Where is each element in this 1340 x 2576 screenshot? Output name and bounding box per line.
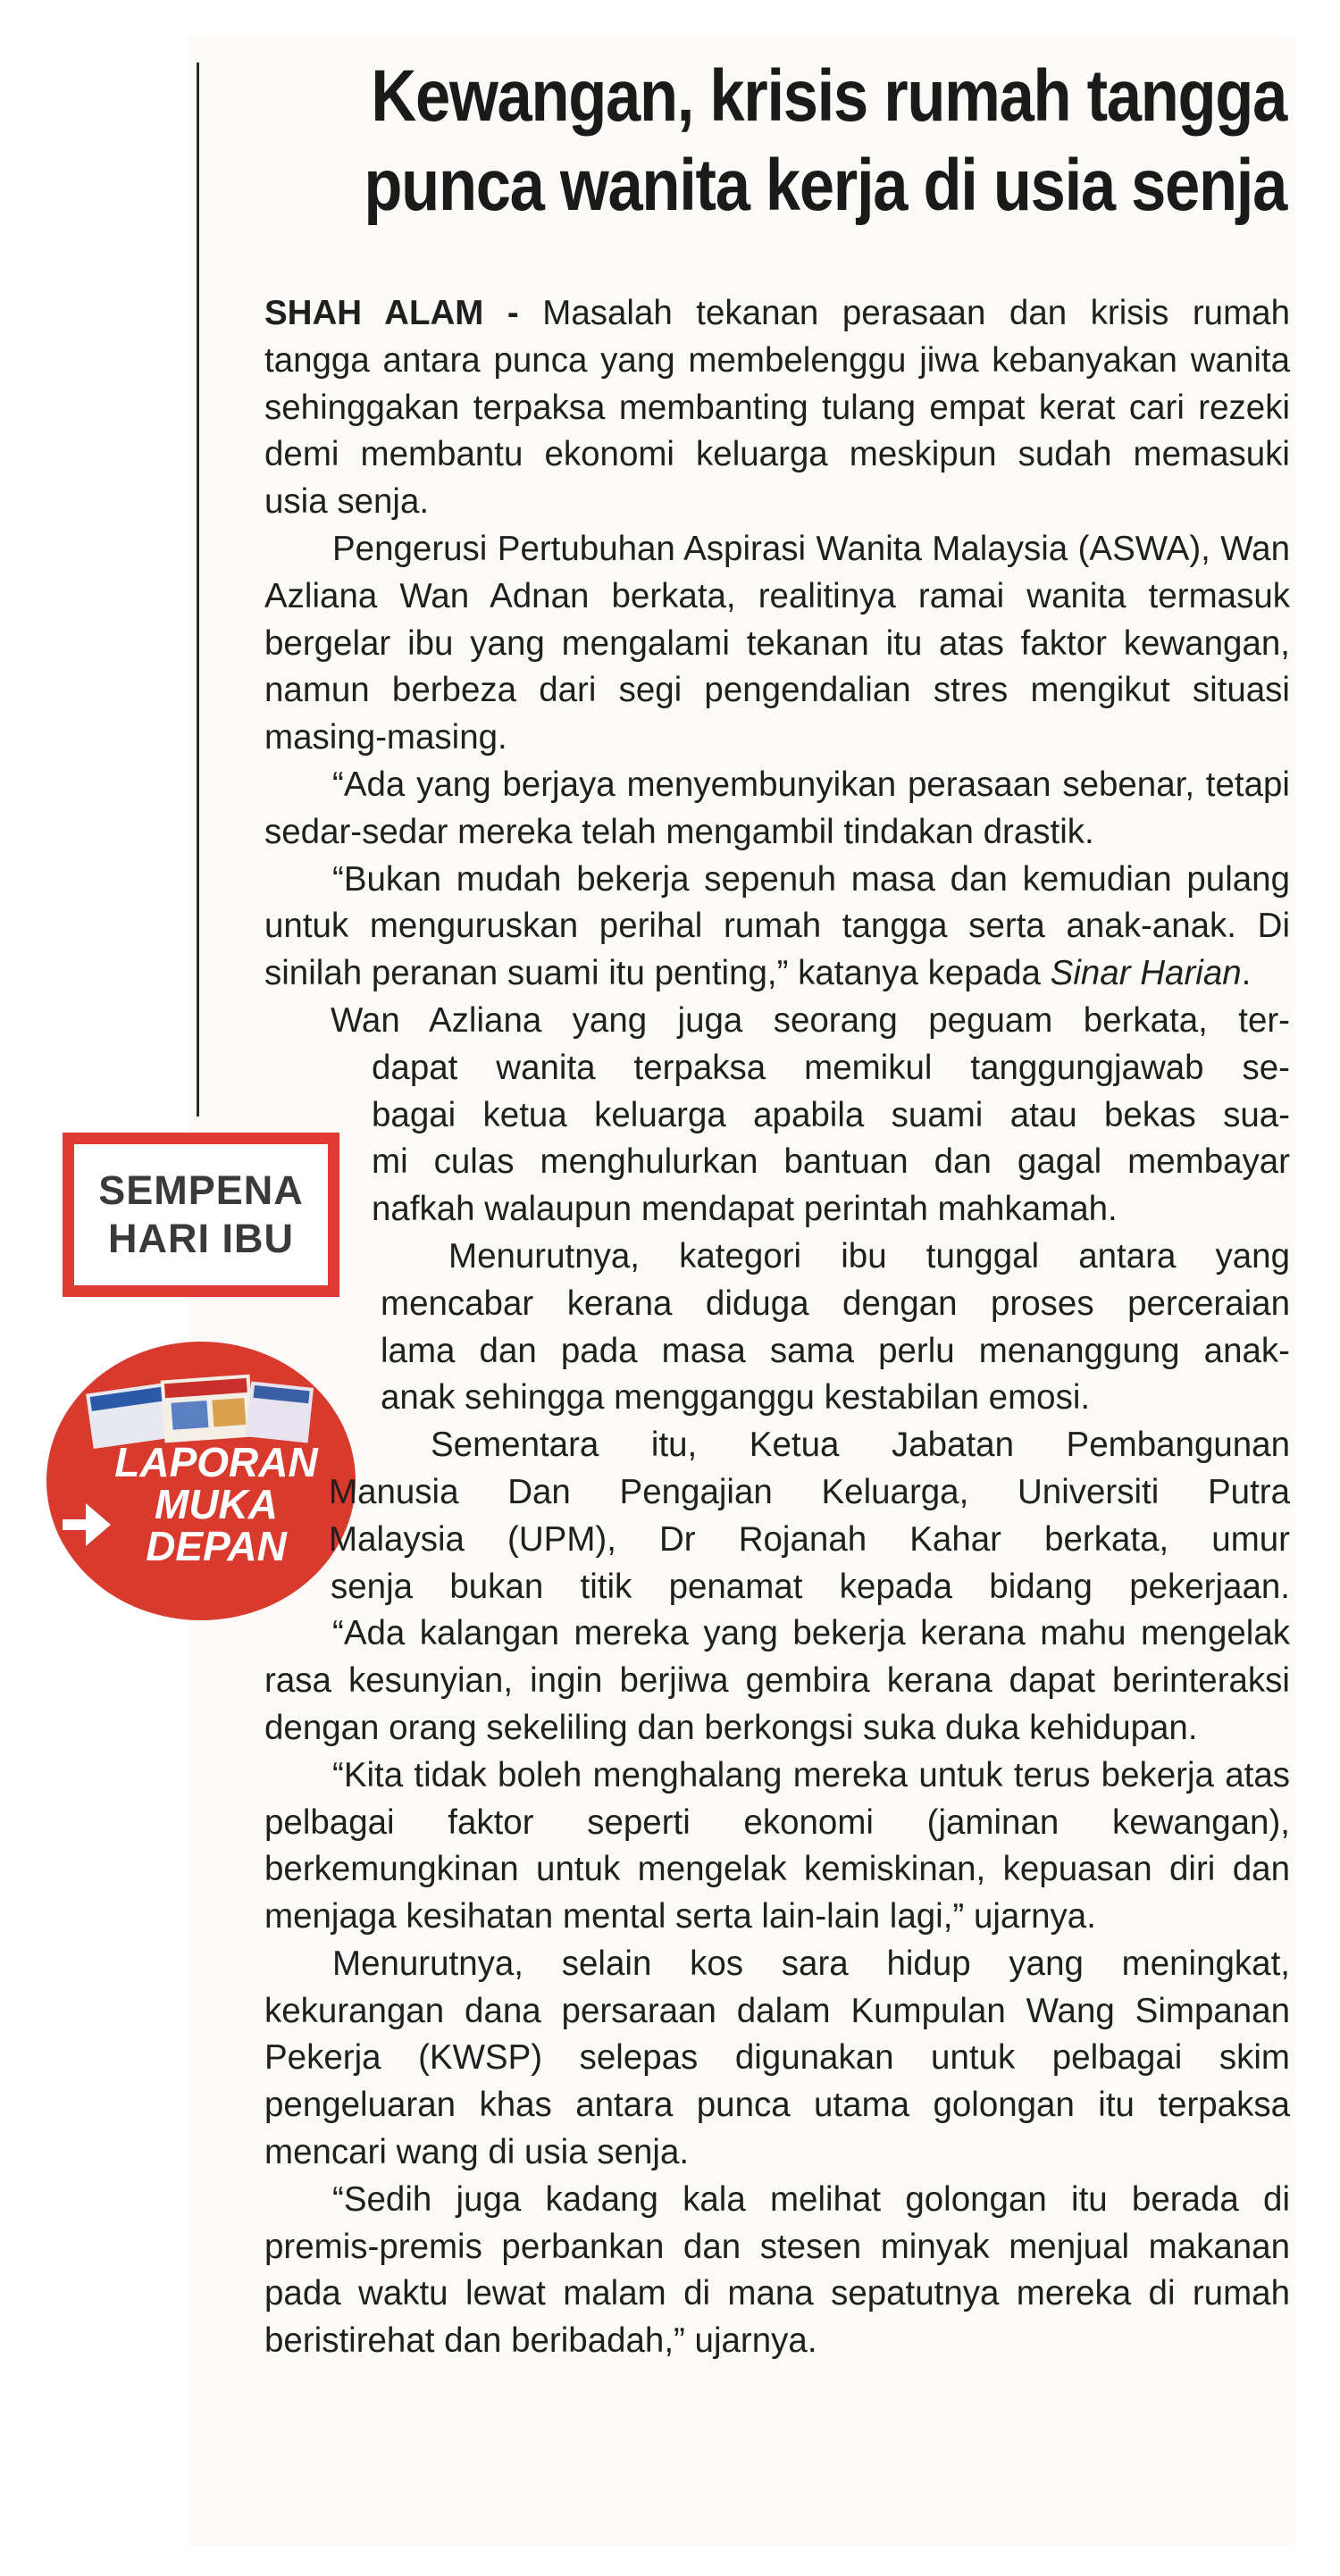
paragraph-7	[264, 1422, 1290, 1610]
paragraph-5-line: nafkah walaupun mendapat perintah mahkamah.	[372, 1190, 1118, 1229]
paragraph-5-line: dapat wanita terpaksa memikul tanggungjawab se-	[372, 1048, 1290, 1087]
paragraph-6-line: mencabar kerana diduga dengan proses perceraian	[381, 1284, 1290, 1323]
paragraph-11: “Sedih juga kadang kala melihat golongan itu berada di premis-premis perbankan dan stesen minyak menjual makanan pada waktu lewat malam di mana sepatutnya mereka di rumah beristirehat dan beribadah,” ujarnya.	[264, 2179, 1290, 2361]
paragraph-4	[264, 857, 1290, 998]
paragraph-7-line: senja bukan titik penamat kepada bidang pekerjaan.	[331, 1567, 1290, 1606]
paragraph-4-end: .	[1241, 954, 1252, 993]
paragraph-7-line: Manusia Dan Pengajian Keluarga, Universiti Putra	[329, 1472, 1290, 1511]
paragraph-7-line: Malaysia (UPM), Dr Rojanah Kahar berkata, umur	[329, 1519, 1290, 1559]
paragraph-1	[264, 290, 1290, 526]
paragraph-10: Menurutnya, selain kos sara hidup yang meningkat, kekurangan dana persaraan dalam Kumpulan Wang Simpanan Pekerja (KWSP) selepas digunakan untuk pelbagai skim pengeluaran khas antara punca utama golongan itu terpaksa mencari wang di usia senja.	[264, 1944, 1290, 2172]
paragraph-3: “Ada yang berjaya menyembunyikan perasaan sebenar, tetapi sedar-sedar mereka telah mengambil tindakan drastik.	[264, 765, 1290, 851]
paragraph-6-line: anak sehingga mengganggu kestabilan emosi.	[381, 1378, 1091, 1418]
paragraph-1-text: Masalah tekanan perasaan dan krisis rumah tangga antara punca yang membelenggu jiwa kebanyakan wanita sehinggakan terpaksa membanting tulang empat kerat cari rezeki demi membantu ekonomi keluarga meskipun sudah memasuki usia senja.	[264, 294, 1290, 522]
hari-ibu-line-2: HARI IBU	[107, 1216, 294, 1261]
laporan-line-3: DEPAN	[146, 1523, 287, 1569]
paragraph-5	[264, 998, 1290, 1234]
paragraph-4-text: “Bukan mudah bekerja sepenuh masa dan kemudian pulang untuk menguruskan perihal rumah tangga serta anak-anak. Di sinilah peranan suami itu penting,” katanya kepada	[264, 859, 1290, 993]
paragraph-8: “Ada kalangan mereka yang bekerja kerana mahu mengelak rasa kesunyian, ingin berjiwa gembira kerana dapat berinteraksi dengan orang sekeliling dan berkongsi suka duka kehidupan.	[264, 1614, 1290, 1747]
article-body	[264, 290, 1290, 2365]
laporan-line-2: MUKA	[155, 1481, 278, 1527]
paragraph-2: Pengerusi Pertubuhan Aspirasi Wanita Malaysia (ASWA), Wan Azliana Wan Adnan berkata, realitinya ramai wanita termasuk bergelar ibu yang mengalami tekanan itu atas faktor kewangan, namun berbeza dari segi pengendalian stres mengikut situasi masing-masing.	[264, 529, 1290, 757]
arrow-right-icon	[55, 1489, 118, 1551]
paragraph-5-line: Wan Azliana yang juga seorang peguam berkata, ter-	[331, 1000, 1290, 1040]
publication-name: Sinar Harian	[1050, 954, 1242, 993]
paragraph-6	[264, 1234, 1290, 1422]
headline-line-1: Kewangan, krisis rumah tangga	[371, 55, 1287, 137]
laporan-line-1: LAPORAN	[114, 1439, 318, 1485]
paragraph-5-line: bagai ketua keluarga apabila suami atau bekas sua-	[372, 1095, 1290, 1134]
paragraph-6-line: lama dan pada masa sama perlu menanggung anak-	[381, 1331, 1290, 1370]
hari-ibu-line-1: SEMPENA	[98, 1167, 304, 1213]
paragraph-9: “Kita tidak boleh menghalang mereka untuk terus bekerja atas pelbagai faktor seperti ekonomi (jaminan kewangan), berkemungkinan untuk mengelak kemiskinan, kepuasan diri dan menjaga kesihatan mental serta lain-lain lagi,” ujarnya.	[264, 1755, 1290, 1936]
headline	[356, 52, 1286, 230]
dateline: SHAH ALAM -	[264, 294, 519, 332]
paragraph-5-line: mi culas menghulurkan bantuan dan gagal membayar	[372, 1142, 1290, 1182]
headline-line-2: punca wanita kerja di usia senja	[364, 145, 1287, 226]
paragraph-7-line: Sementara itu, Ketua Jabatan Pembangunan	[431, 1426, 1290, 1465]
column-rule	[197, 63, 199, 1117]
paragraph-6-line: Menurutnya, kategori ibu tunggal antara yang	[448, 1236, 1290, 1275]
